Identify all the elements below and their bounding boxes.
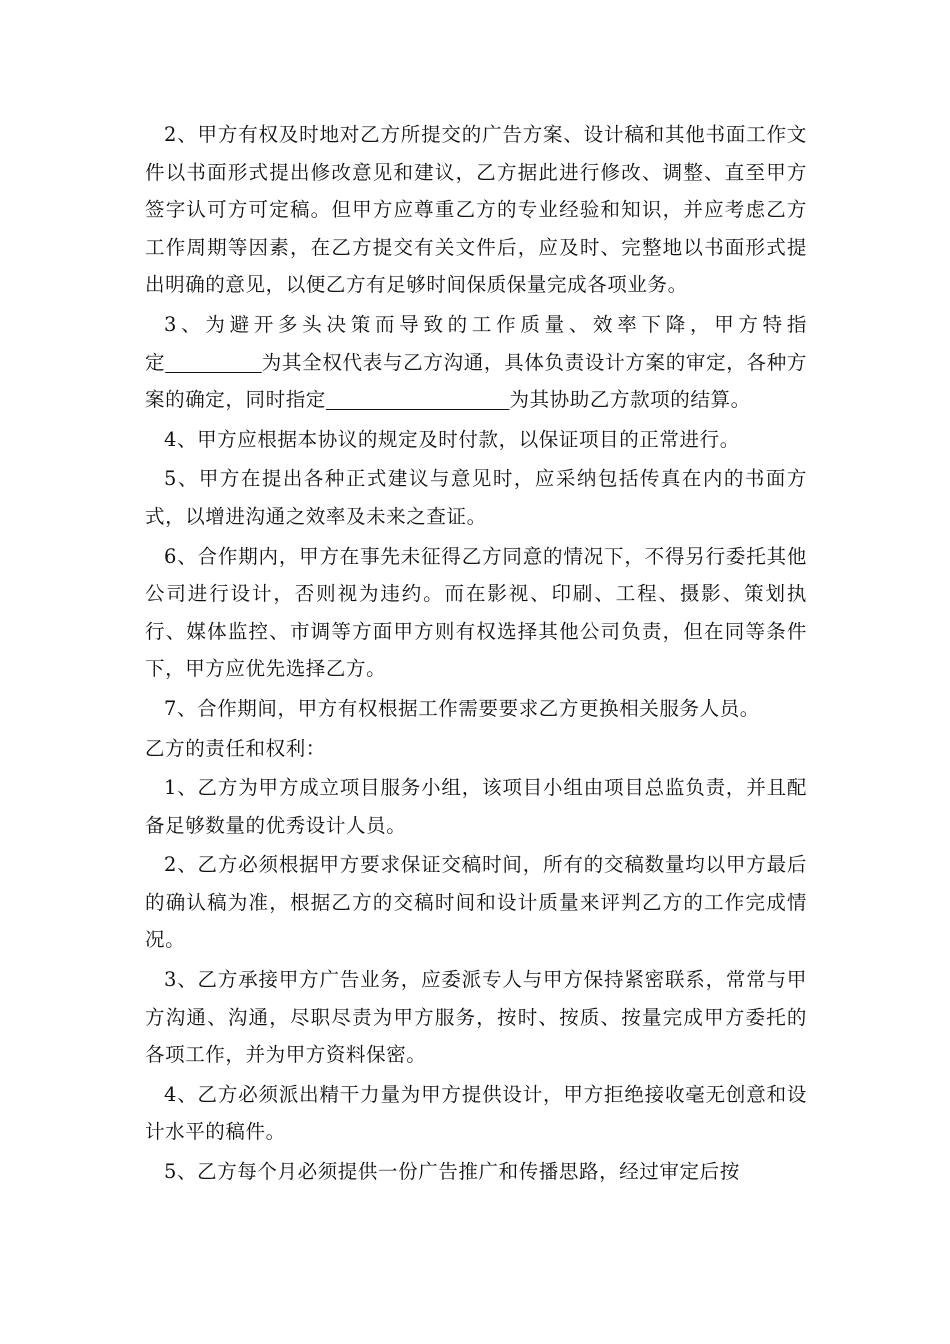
paragraph-party-a-right-5: 5、甲方在提出各种正式建议与意见时，应采纳包括传真在内的书面方式，以增进沟通之效率及未来之查证。 [145, 467, 807, 528]
paragraph-party-b-duty-1: 1、乙方为甲方成立项目服务小组，该项目小组由项目总监负责，并且配备足够数量的优秀设计人员。 [145, 776, 807, 837]
paragraph-party-a-right-2: 2、甲方有权及时地对乙方所提交的广告方案、设计稿和其他书面工作文件以书面形式提出修改意见和建议，乙方据此进行修改、调整、直至甲方签字认可方可定稿。但甲方应尊重乙方的专业经验和知识，并应考虑乙方工作周期等因素，在乙方提交有关文件后，应及时、完整地以书面形式提出明确的意见，以便乙方有足够时间保质保量完成各项业务。 [145, 123, 807, 297]
paragraph-party-a-right-6: 6、合作期内，甲方在事先未征得乙方同意的情况下，不得另行委托其他公司进行设计，否则视为违约。而在影视、印刷、工程、摄影、策划执行、媒体监控、市调等方面甲方则有权选择其他公司负责，但在同等条件下，甲方应优先选择乙方。 [145, 544, 807, 681]
blank-settlement-assistant [326, 388, 510, 411]
paragraph-party-b-duty-4: 4、乙方必须派出精干力量为甲方提供设计，甲方拒绝接收毫无创意和设计水平的稿件。 [145, 1082, 807, 1144]
paragraph-3-part-c: 为其协助乙方款项的结算。 [509, 388, 751, 412]
paragraph-3-part-a: 3、为避开多头决策而导致的工作质量、效率下降，甲方特指定 [145, 312, 807, 374]
paragraph-party-b-duty-2: 2、乙方必须根据甲方要求保证交稿时间，所有的交稿数量均以甲方最后的确认稿为准，根据乙方的交稿时间和设计质量来评判乙方的工作完成情况。 [145, 853, 807, 952]
paragraph-party-a-right-7: 7、合作期间，甲方有权根据工作需要要求乙方更换相关服务人员。 [164, 696, 760, 720]
paragraph-party-a-right-3 [145, 306, 807, 419]
paragraph-3-part-b: 为其全权代表与乙方沟通，具体负责设计方案的审定，各种方案的确定，同时指定 [145, 350, 807, 412]
paragraph-party-b-duty-3: 3、乙方承接甲方广告业务，应委派专人与甲方保持紧密联系，常常与甲方沟通、沟通，尽职尽责为甲方服务，按时、按质、按量完成甲方委托的各项工作，并为甲方资料保密。 [145, 968, 807, 1067]
section-heading-party-b: 乙方的责任和权利： [145, 736, 326, 760]
blank-representative [165, 351, 262, 374]
paragraph-party-a-right-4: 4、甲方应根据本协议的规定及时付款，以保证项目的正常进行。 [164, 427, 740, 451]
document-page [145, 116, 807, 1193]
paragraph-party-b-duty-5: 5、乙方每个月必须提供一份广告推广和传播思路，经过审定后按 [164, 1160, 740, 1184]
